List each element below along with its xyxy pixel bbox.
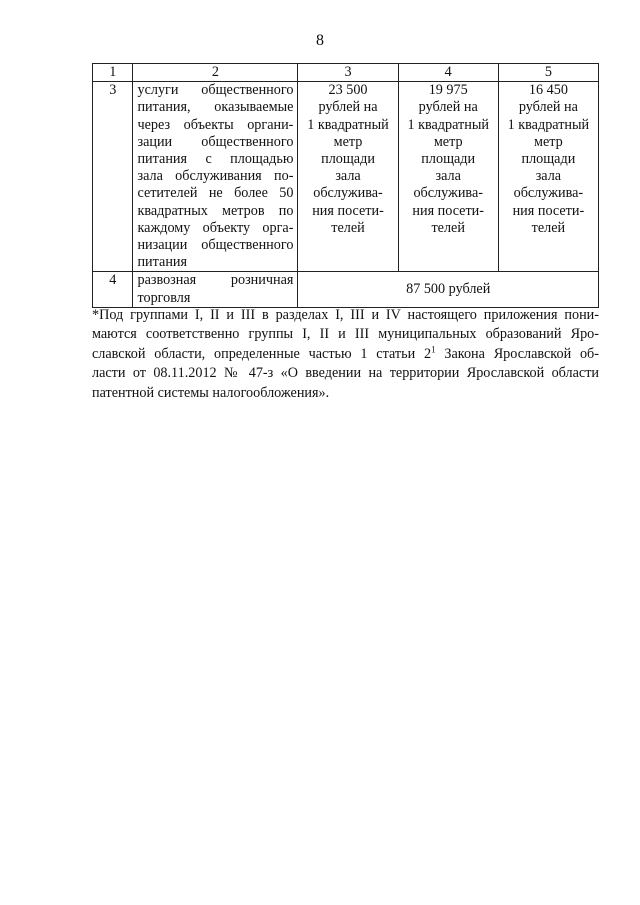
value-line: 1 квадратный	[407, 116, 489, 133]
tariff-table	[92, 63, 599, 308]
description-line: торговля	[137, 289, 191, 306]
value-line: зала	[535, 168, 562, 185]
value-line: метр	[433, 133, 463, 150]
footnote-line: ласти от 08.11.2012 № 47-з «О введении на территории Ярославской области	[92, 365, 599, 382]
value-line: площади	[321, 151, 375, 168]
value-group-1	[298, 82, 398, 272]
value-line: 1 квадратный	[507, 116, 590, 133]
service-description	[133, 82, 298, 272]
value-line: телей	[531, 219, 566, 236]
header-cell-4: 4	[398, 64, 498, 82]
value-line: телей	[431, 219, 465, 236]
value-line: телей	[331, 219, 365, 236]
footnote-line: *Под группами I, II и III в разделах I, III и IV настоящего приложения пони-	[92, 307, 599, 323]
description-line: питания	[137, 254, 188, 271]
service-description	[133, 272, 298, 307]
value-group-2	[398, 82, 498, 272]
description-line: зации общественного	[137, 133, 294, 150]
description-line: услуги общественного	[137, 82, 294, 99]
value-line: обслужива-	[313, 185, 383, 202]
header-cell-1: 1	[93, 64, 133, 82]
description-line: квадратных метров по	[137, 202, 294, 219]
description-line: через объекты органи-	[137, 116, 294, 133]
header-cell-3: 3	[298, 64, 398, 82]
value-line: метр	[333, 133, 363, 150]
value-line: рублей на	[418, 99, 478, 116]
description-line: каждому объекту орга-	[137, 219, 294, 236]
superscript: 1	[431, 344, 436, 355]
row-number: 4	[93, 272, 133, 307]
footnote-line: маются соответственно группы I, II и III муниципальных образований Яро-	[92, 326, 599, 343]
footnote	[92, 306, 599, 403]
value-line: площади	[521, 151, 576, 168]
value-line: обслужива-	[413, 185, 483, 202]
value-line: рублей на	[518, 99, 578, 116]
merged-value-cell: 87 500 рублей	[298, 272, 599, 307]
value-line: 16 450	[528, 82, 568, 99]
value-line: метр	[534, 133, 563, 150]
description-line: питания, оказываемые	[137, 99, 294, 116]
value-line: обслужива-	[513, 185, 584, 202]
value-line: ния посети-	[312, 202, 384, 219]
value-line: 19 975	[428, 82, 468, 99]
row-number: 3	[93, 82, 133, 272]
description-line: сетителей не более 50	[137, 185, 294, 202]
table-header-row	[93, 64, 599, 82]
value-group-3	[498, 82, 598, 272]
description-line: низации общественного	[137, 237, 294, 254]
value-line: рублей на	[318, 99, 378, 116]
header-cell-2: 2	[133, 64, 298, 82]
value-line: ния посети-	[412, 202, 484, 219]
footnote-line	[92, 345, 599, 364]
description-line: развозная розничная	[137, 272, 294, 289]
description-line: зала обслуживания по-	[137, 168, 294, 185]
header-cell-5: 5	[498, 64, 598, 82]
footnote-line: патентной системы налогообложения».	[92, 384, 330, 401]
description-line: питания с площадью	[137, 151, 294, 168]
value-line: 23 500	[328, 82, 368, 99]
table-row	[93, 82, 599, 272]
value-line: 1 квадратный	[307, 116, 389, 133]
value-line: зала	[335, 168, 361, 185]
value-line: площади	[421, 151, 476, 168]
table-row	[93, 272, 599, 307]
value-line: ния посети-	[512, 202, 585, 219]
value-line: зала	[435, 168, 461, 185]
footnote-text: славской области, определенные частью 1 статьи 2	[92, 345, 432, 362]
page-number: 8	[316, 32, 324, 49]
footnote-text: Закона Ярославской об-	[435, 345, 600, 362]
